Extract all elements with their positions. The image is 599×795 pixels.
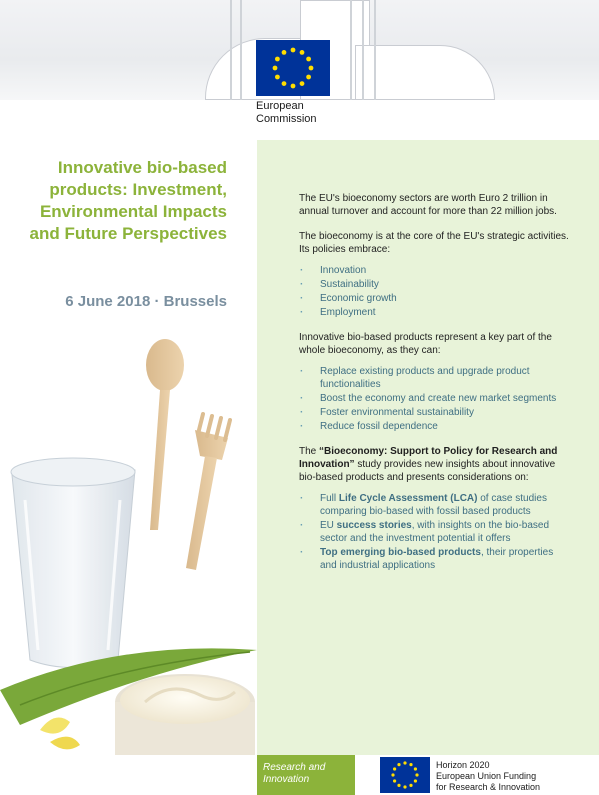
list-item: · Economic growth [299, 292, 569, 305]
bio-products-illustration [0, 330, 257, 755]
list-item: · Employment [299, 306, 569, 319]
building-stripe [230, 0, 232, 100]
policy-list [299, 264, 569, 319]
building-shape [355, 45, 495, 100]
ri-line: Research and [263, 762, 326, 773]
item-pre: Full [320, 493, 339, 504]
wooden-fork [186, 414, 230, 570]
eu-flag-icon [256, 40, 330, 96]
list-item: · Foster environmental sustainability [299, 406, 569, 419]
building-stripe [240, 0, 242, 100]
cream-jar [115, 674, 255, 755]
item-pre: EU [320, 520, 337, 531]
h2020-line: Horizon 2020 [436, 760, 490, 770]
h2020-text [436, 757, 540, 793]
event-title: Innovative bio-based products: Investment, Environmental Impacts and Future Perspectives [29, 158, 227, 243]
ri-line: Innovation [263, 774, 310, 785]
h2020-line: European Union Funding [436, 771, 537, 781]
event-date: 6 June 2018 · Brussels [65, 293, 227, 310]
list-item: · Sustainability [299, 278, 569, 291]
list-item [299, 492, 569, 518]
policy-intro: The bioeconomy is at the core of the EU's strategic activities. Its policies embrace: [299, 231, 569, 255]
study-paragraph [299, 445, 569, 484]
item-bold: Life Cycle Assessment (LCA) [338, 493, 478, 504]
list-item: · Replace existing products and upgrade product functionalities [299, 365, 569, 391]
study-pre: The [299, 446, 320, 457]
item-post: , their properties and industrial applications [320, 547, 554, 571]
benefits-list [299, 365, 569, 433]
list-item [299, 546, 569, 572]
research-innovation-badge [257, 755, 355, 795]
study-name: “Bioeconomy: Support to Policy for Research and Innovation” [299, 446, 558, 470]
study-post: study provides new insights about innovative bio-based products and presents considerations on: [299, 459, 556, 483]
european-commission-label [256, 100, 346, 126]
item-post: , with insights on the bio-based sector and the investment potential it offers [320, 520, 550, 544]
list-item: · Innovation [299, 264, 569, 277]
cup-rim [11, 458, 135, 486]
building-stripe [362, 0, 364, 100]
list-item: · Boost the economy and create new market segments [299, 392, 569, 405]
content-column [299, 192, 569, 584]
building-stripe [374, 0, 376, 100]
products-intro: Innovative bio-based products represent a key part of the whole bioeconomy, as they can: [299, 332, 552, 356]
wooden-spoon [146, 339, 184, 530]
org-line: European [256, 100, 304, 112]
horizon-2020-logo [380, 757, 580, 795]
eu-flag-icon [380, 757, 430, 793]
list-item: · Reduce fossil dependence [299, 420, 569, 433]
org-line: Commission [256, 113, 317, 125]
yellow-flower [40, 718, 80, 750]
item-bold: Top emerging bio-based products [320, 547, 481, 558]
eu-stars-icon [380, 757, 430, 793]
h2020-line: for Research & Innovation [436, 782, 541, 792]
intro-paragraph: The EU's bioeconomy sectors are worth Euro 2 trillion in annual turnover and account for more than 22 million jobs. [299, 193, 557, 217]
item-bold: success stories [336, 520, 412, 531]
list-item [299, 519, 569, 545]
building-stripe [350, 0, 352, 100]
considerations-list [299, 492, 569, 572]
item-post: of case studies comparing bio-based with fossil based products [320, 493, 547, 517]
eu-stars-icon [256, 40, 330, 96]
